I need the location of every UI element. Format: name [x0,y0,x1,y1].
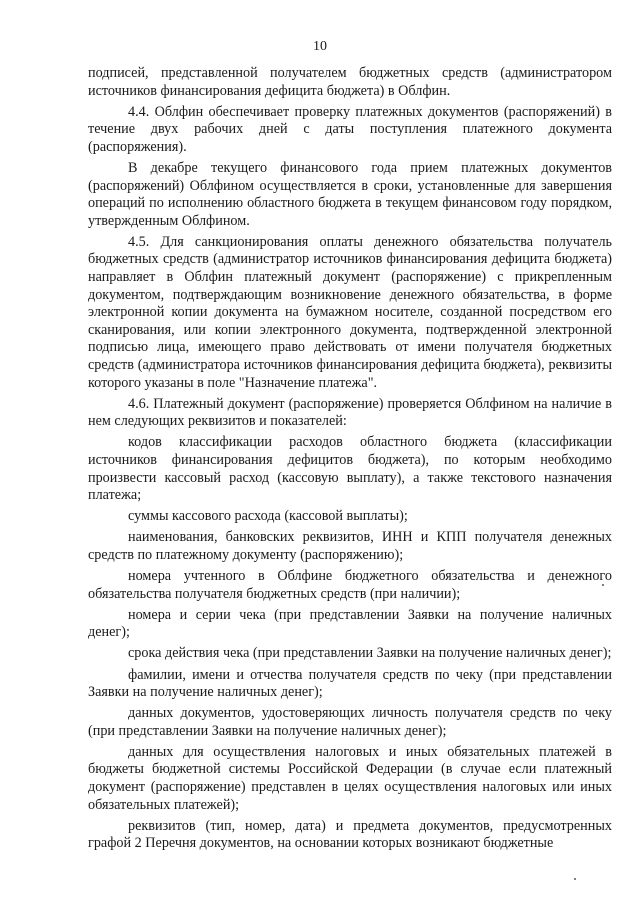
clause-4-5: 4.5. Для санкционирования оплаты денежного обязательства получатель бюджетных средств (администратор источников финансирования дефицита бюджета) направляет в Облфин платежный документ (распоряжение) с прикрепленным документом, подтверждающим возникновение денежного обязательства, в форме электронной копии документа на бумажном носителе, созданной посредством его сканирования, или копии электронного документа, подтвержденной электронной подписью лица, имеющего право действовать от имени получателя бюджетных средств (администратора источников финансирования дефицита бюджета), реквизиты которого указаны в поле "Назначение платежа". [88,233,612,391]
list-item-tax-payments: данных для осуществления налоговых и иных обязательных платежей в бюджеты бюджетной системы Российской Федерации (в случае если платежный документ (распоряжение) представлен в целях осуществления налоговых или иных обязательных платежей); [88,743,612,813]
list-item-recipient-details: наименования, банковских реквизитов, ИНН и КПП получателя денежных средств по платежному документу (распоряжению); [88,529,612,563]
list-item-recipient-name: фамилии, имени и отчества получателя средств по чеку (при представлении Заявки на получение наличных денег); [88,666,612,701]
list-item-payment-amount: суммы кассового расхода (кассовой выплаты); [128,508,408,525]
clause-4-6: 4.6. Платежный документ (распоряжение) проверяется Облфином на наличие в нем следующих реквизитов и показателей: [88,395,612,430]
list-item-check-validity: срока действия чека (при представлении Заявки на получение наличных денег); [128,645,612,662]
scan-speck [602,584,604,586]
list-item-check-number: номера и серии чека (при представлении Заявки на получение наличных денег); [88,606,612,641]
scan-speck [574,878,576,880]
page-number: 10 [313,39,327,54]
list-item-identity-documents: данных документов, удостоверяющих личность получателя средств по чеку (при представлении Заявки на получение наличных денег); [88,705,612,739]
paragraph-december-reception: В декабре текущего финансового года прием платежных документов (распоряжений) Облфином осуществляется в сроки, установленные для завершения операций по исполнению областного бюджета в текущем финансовом году порядком, утвержденным Облфином. [88,159,612,229]
list-item-document-details: реквизитов (тип, номер, дата) и предмета документов, предусмотренных графой 2 Перечня документов, на основании которых возникают бюджетные [88,817,612,852]
paragraph-continuation: подписей, представленной получателем бюджетных средств (администратором источников финансирования дефицита бюджета) в Облфин. [88,65,612,99]
clause-4-4: 4.4. Облфин обеспечивает проверку платежных документов (распоряжений) в течение двух рабочих дней с даты поступления платежного документа (распоряжения). [88,103,612,155]
list-item-classification-codes: кодов классификации расходов областного бюджета (классификации источников финансирования дефицитов бюджета), по которым необходимо произвести кассовый расход (кассовую выплату), а также текстового назначения платежа; [88,434,612,504]
list-item-obligation-numbers: номера учтенного в Облфине бюджетного обязательства и денежного обязательства получателя бюджетных средств (при наличии); [88,568,612,602]
document-body [88,65,612,853]
